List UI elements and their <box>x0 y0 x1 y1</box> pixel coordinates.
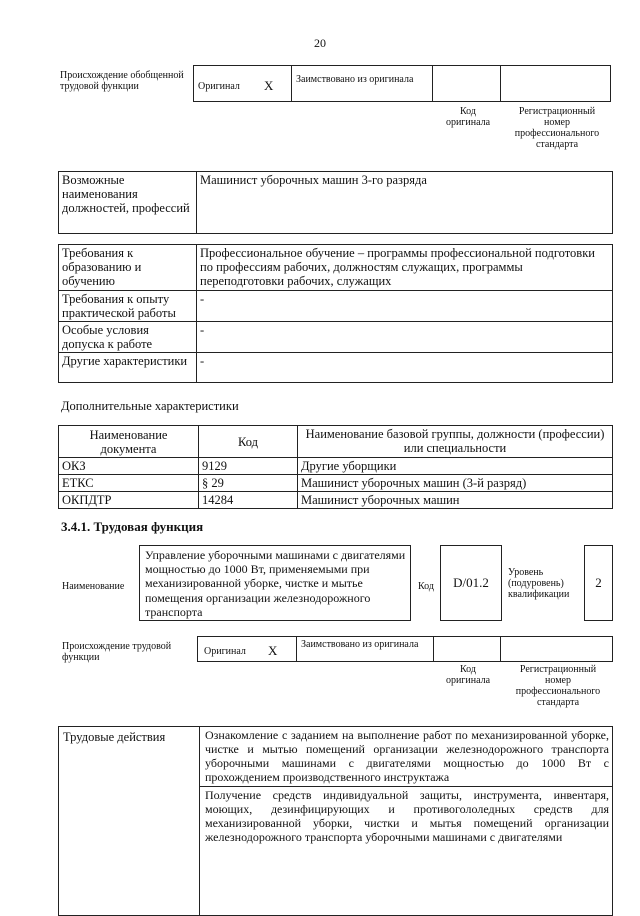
original-mark: X <box>268 643 278 658</box>
col-header-name: Наименование базовой группы, должности (профессии) или специальности <box>298 426 613 458</box>
function-level-value: 2 <box>595 575 602 590</box>
function-code-value: D/01.2 <box>453 575 489 590</box>
labor-actions-label: Трудовые действия <box>63 730 166 744</box>
section-heading: 3.4.1. Трудовая функция <box>61 519 204 534</box>
labor-action-item: Получение средств индивидуальной защиты, инструмента, инвентаря, моющих, дезинфицирующих и противогололедных средств для механизированной уборки, чистки и мытья помещений организации железнодорожного транспорта уборочными машинами с двигателями <box>205 788 609 844</box>
table-cell: Машинист уборочных машин (3-й разряд) <box>298 475 613 492</box>
req-conditions-label: Особые условия допуска к работе <box>59 322 197 353</box>
original-mark: X <box>264 78 274 93</box>
function-code-label: Код <box>418 581 434 592</box>
origin-generalized-label: Происхождение обобщенной трудовой функции <box>60 70 184 92</box>
additional-heading: Дополнительные характеристики <box>61 399 239 413</box>
table-cell: 9129 <box>199 458 298 475</box>
req-experience-value: - <box>197 291 613 322</box>
req-education-value: Профессиональное обучение – программы профессиональной подготовки по профессиям рабочих, должностям служащих, программы переподготовки рабочих, служащих <box>197 245 613 291</box>
col-header-document: Наименование документа <box>59 426 199 458</box>
labor-action-item: Ознакомление с заданием на выполнение работ по механизированной уборке, чистке и мытью помещений организации железнодорожного транспорта уборочными машинами с двигателями мощностью до 1000 Вт с прохождением производственного инструктажа <box>205 728 609 784</box>
code-original-label: Код оригинала <box>445 664 491 686</box>
table-cell: 14284 <box>199 492 298 509</box>
function-name-value: Управление уборочными машинами с двигателями мощностью до 1000 Вт, применяемыми при механизированной уборке, чистке и мытье помещения организации железнодорожного транспорта <box>145 548 406 619</box>
origin-function-label: Происхождение трудовой функции <box>62 641 172 663</box>
original-label: Оригинал <box>204 646 246 657</box>
reg-number-label: Регистрационный номер профессионального стандарта <box>514 106 600 150</box>
code-original-label: Код оригинала <box>445 106 491 128</box>
table-cell: § 29 <box>199 475 298 492</box>
possible-names-label: Возможные наименования должностей, профессий <box>59 172 197 234</box>
table-cell: ОКПДТР <box>59 492 199 509</box>
req-experience-label: Требования к опыту практической работы <box>59 291 197 322</box>
reg-number-label: Регистрационный номер профессионального стандарта <box>515 664 601 708</box>
req-other-value: - <box>197 353 613 383</box>
req-education-label: Требования к образованию и обучению <box>59 245 197 291</box>
table-cell: ЕТКС <box>59 475 199 492</box>
possible-names-value: Машинист уборочных машин 3-го разряда <box>197 172 613 234</box>
table-cell: Машинист уборочных машин <box>298 492 613 509</box>
borrowed-label: Заимствовано из оригинала <box>301 639 419 650</box>
req-conditions-value: - <box>197 322 613 353</box>
additional-table <box>58 425 613 509</box>
borrowed-label: Заимствовано из оригинала <box>296 74 414 85</box>
function-name-label: Наименование <box>62 581 125 592</box>
req-other-label: Другие характеристики <box>59 353 197 383</box>
original-label: Оригинал <box>198 81 240 92</box>
col-header-code: Код <box>199 426 298 458</box>
requirements-table <box>58 244 613 383</box>
table-cell: Другие уборщики <box>298 458 613 475</box>
page-number: 20 <box>314 36 326 50</box>
possible-names-table <box>58 171 613 234</box>
table-cell: ОКЗ <box>59 458 199 475</box>
function-level-label: Уровень (подуровень) квалификации <box>508 567 570 600</box>
